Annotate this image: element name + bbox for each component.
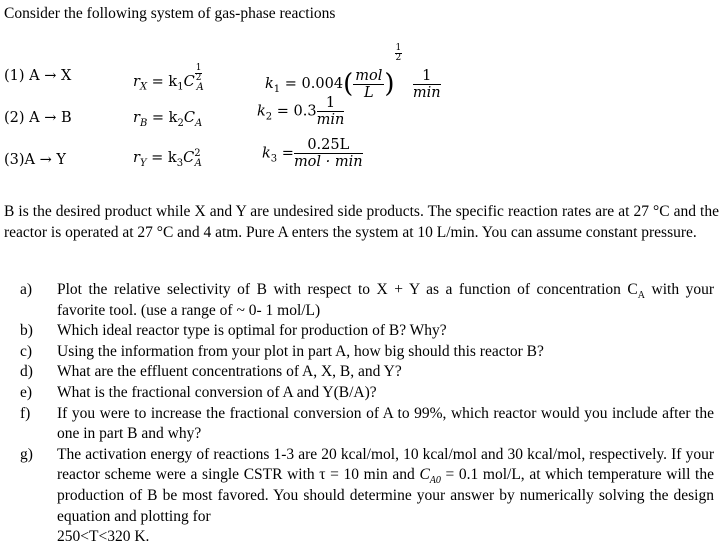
question-e: e) What is the fractional conversion of A and Y(B/A)? (20, 383, 377, 401)
question-b: b) Which ideal reactor type is optimal for production of B? Why? (20, 322, 447, 340)
k1-constant: $k_1 = 0.004$( $\frac{\text{mol}}{L}$ ) $\frac{1}{2}$ $\frac{1}{\min}$ (265, 43, 441, 101)
reaction-2-label: (2) A → B (4, 110, 72, 126)
question-list (20, 280, 714, 548)
rate-law-2: $r_B = k_2C_A$ (133, 110, 203, 129)
reaction-3-label: (3)A → Y (4, 152, 66, 168)
k3-constant: $k_3$ = $\frac{0.25L}{\text{mol · min}}$ (262, 137, 363, 170)
k2-constant: $k_2 = 0.3$ $\frac{1}{\min}$ (257, 95, 345, 128)
question-a: a) Plot the relative selectivity of B with respect to X + Y as a function of concentration $C_A$ with your favorite tool. (use a range of ~ 0- 1 mol/L) (20, 281, 714, 319)
question-f: f) If you were to increase the fractional conversion of A to 99%, which reactor would you include after the one in part B and why? (20, 404, 714, 443)
rate-law-3: $r_Y = k_3C^2_A$ (133, 148, 202, 169)
rate-law-1: $r_X = k_1C$ $\frac{1}{2}$ $_A$ (133, 63, 204, 93)
question-d: d) What are the effluent concentrations of A, X, B, and Y? (20, 363, 402, 381)
description-paragraph: B is the desired product while X and Y are undesired side products. The specific reaction rates are at 27 °C and the reactor is operated at 27 °C and 4 atm. Pure A enters the system at 10 L/min. You can assume constant pressure. (4, 203, 719, 241)
reaction-1-label: (1) A → X (4, 68, 72, 84)
intro-text: Consider the following system of gas-phase reactions (4, 5, 336, 22)
question-g: g) The activation energy of reactions 1-3 are 20 kcal/mol, 10 kcal/mol and 30 kcal/mol, respectively. If your reactor scheme were a single CSTR with τ = 10 min and $C_{A0} = 0.1$ mol/L, at which temperature will the production of B be most favored. You should determine your answer by numerically solving the design equation and plotting for 250<T<320 K. (20, 445, 714, 546)
question-c: c) Using the information from your plot in part A, how big should this reactor B? (20, 342, 544, 360)
